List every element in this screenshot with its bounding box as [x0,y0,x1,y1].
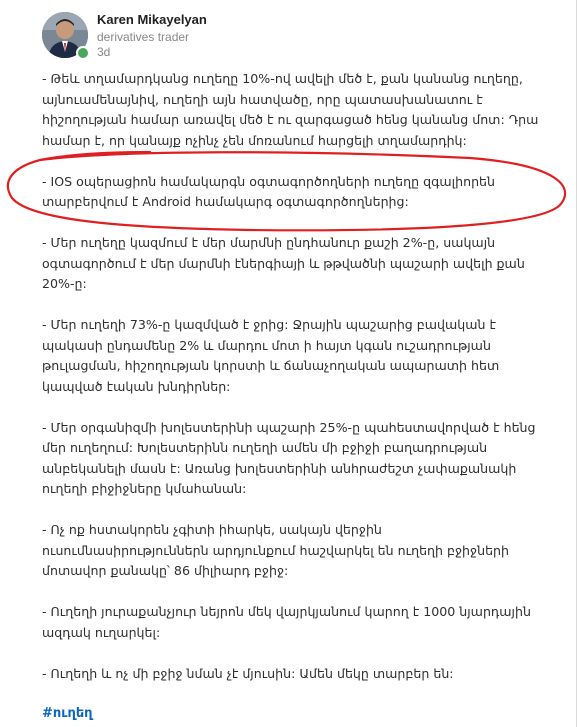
author-name[interactable]: Karen Mikayelyan [97,12,207,27]
paragraph-highlighted: - IOS օպերացիոն համակարգն օգտագործողների ուղեղը զգալիորեն տարբերվում է Android համակարգ օգտագործողներից: [42,173,496,209]
paragraph: - Թեև տղամարդկանց ուղեղը 10%-ով ավելի մեծ է, քան կանանց ուղեղը, այնուամենայնիվ, ուղեղի այն հատվածը, որը պատասխանատու է հիշողության համար առավել մեծ է ու զարգացած հենց կանանց մոտ: Դրա համար է, որ կանայք ոչինչ չեն մոռանում հարցելի տղամարդիկ: [42,71,539,148]
online-status-icon [76,46,90,60]
paragraph: - Ուղեղի և ոչ մի բջիջ նման չէ մյուսին: Ամեն մեկը տարբեր են: [42,665,454,681]
post-timestamp: 3d [97,45,111,59]
paragraph: - Մեր ուղեղը կազմում է մեր մարմնի ընդհանուր քաշի 2%-ը, սակայն օգտագործում է մեր մարմնի էներգիայի և թթվածնի պաշարի ավելի քան 20%-ը: [42,235,525,291]
paragraph: - Ոչ ոք հստակորեն չգիտի իհարկե, սակայն վերջին ուսումնասիրություններն արդյունքում հաշվարկել են ուղեղի բջիջների մոտավոր քանակը՝ 86 միլիարդ բջիջ: [42,522,510,578]
hashtag-link[interactable]: #ուղեղ [42,706,93,721]
paragraph: - Ուղեղի յուրաքանչյուր նեյրոն մեկ վայրկյանում կարող է 1000 նյարդային ազդակ ուղարկել: [42,604,531,640]
post-body [42,69,552,684]
paragraph: - Մեր ուղեղի 73%-ը կազմված է ջրից: Ջրային պաշարից բավական է պակասի ընդամենը 2% և մարդու մոտ ի հայտ կգան ուշադրության թուլացման, հիշողության կորստի և ճանաչողական ապարատի հետ կապված էական խնդիրներ: [42,317,500,394]
paragraph: - Մեր օրգանիզմի խոլեստերինի պաշարի 25%-ը պահեստավորված է հենց մեր ուղեղում: Խոլեստերինն ուղեղի ամեն մի բջիջի բաղադրության անբեկանելի մասն է: Առանց խոլեստերինի անհրաժեշտ չափաքանակի ուղեղի բիջիջները կմահանան: [42,419,536,496]
post-header [42,12,542,62]
author-title: derivatives trader [97,30,190,44]
